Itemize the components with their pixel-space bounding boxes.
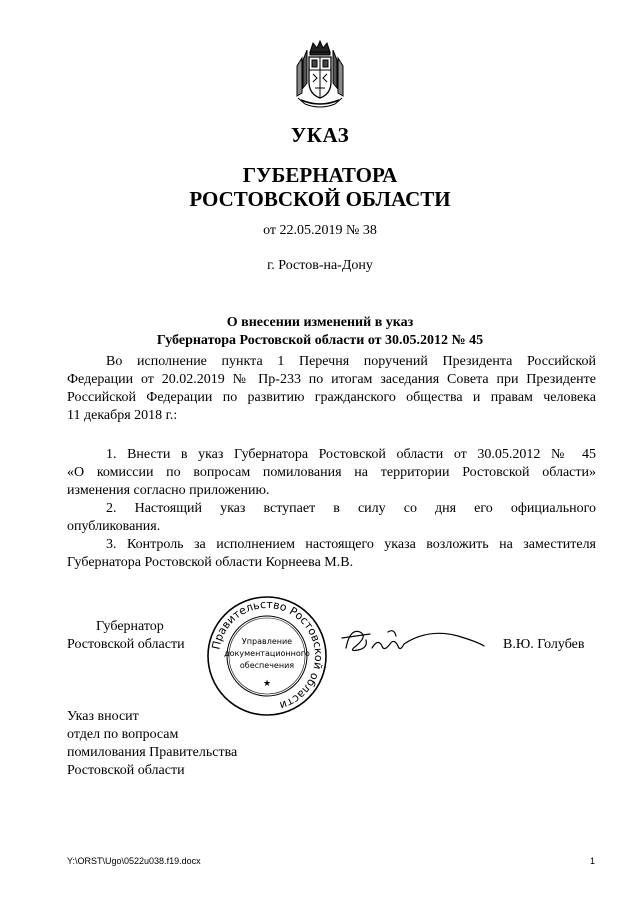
stamp-center-line-3: обеспечения xyxy=(239,661,295,670)
preamble-line: Федерации от 20.02.2019 № Пр-233 по итогам заседания Совета при Президенте xyxy=(67,372,596,387)
introduced-by-line: помилования Правительства xyxy=(67,745,238,760)
stamp-center-line-2: документационного xyxy=(224,649,310,658)
introduced-by-line: Указ вносит xyxy=(67,709,139,724)
item-line: 3. Контроль за исполнением настоящего указа возложить на заместителя xyxy=(106,537,596,552)
item-line: 2. Настоящий указ вступает в силу со дня его официального xyxy=(106,501,596,516)
issuer-line-1: ГУБЕРНАТОРА xyxy=(242,163,398,187)
issuer-line-2: РОСТОВСКОЙ ОБЛАСТИ xyxy=(189,187,451,211)
stamp-center-line-1: Управление xyxy=(241,637,293,646)
item-line: изменения согласно приложению. xyxy=(67,483,270,498)
preamble-paragraph xyxy=(67,353,596,425)
city: г. Ростов-на-Дону xyxy=(267,258,373,273)
official-stamp xyxy=(205,594,329,718)
signer-name: В.Ю. Голубев xyxy=(503,637,585,652)
document-subject xyxy=(0,314,640,350)
item-3-paragraph xyxy=(67,536,596,572)
introduced-by-block xyxy=(67,708,237,780)
preamble-line: 11 декабря 2018 г.: xyxy=(67,408,178,423)
signer-position-line-2: Ростовской области xyxy=(67,637,185,652)
preamble-line: Российской Федерации по развитию гражданского общества и правам человека xyxy=(67,390,596,405)
preamble-line: Во исполнение пункта 1 Перечня поручений Президента Российской xyxy=(106,354,596,369)
coat-of-arms-emblem xyxy=(293,38,347,110)
item-line: 1. Внести в указ Губернатора Ростовской области от 30.05.2012 № 45 xyxy=(106,447,596,462)
stamp-star-icon: ★ xyxy=(262,678,272,688)
item-line: «О комиссии по вопросам помилования на территории Ростовской области» xyxy=(67,465,596,480)
issuer-title xyxy=(0,163,640,211)
date-and-number: от 22.05.2019 № 38 xyxy=(263,223,377,238)
signer-position-line-1: Губернатор xyxy=(96,619,164,634)
subject-line-2: Губернатора Ростовской области от 30.05.2012 № 45 xyxy=(156,333,484,348)
handwritten-signature xyxy=(338,618,488,668)
introduced-by-line: отдел по вопросам xyxy=(67,727,179,742)
item-line: опубликования. xyxy=(67,519,161,534)
item-line: Губернатора Ростовской области Корнеева М.В. xyxy=(67,555,354,570)
introduced-by-line: Ростовской области xyxy=(67,763,185,778)
item-1-paragraph xyxy=(67,446,596,500)
stamp-ring-text: Правительство Ростовской области xyxy=(209,597,326,713)
file-path: Y:\ORST\Ugo\0522u038.f19.docx xyxy=(67,856,201,866)
document-type-title: УКАЗ xyxy=(290,123,350,147)
subject-line-1: О внесении изменений в указ xyxy=(226,315,414,330)
item-2-paragraph xyxy=(67,500,596,536)
page-number: 1 xyxy=(590,856,596,866)
